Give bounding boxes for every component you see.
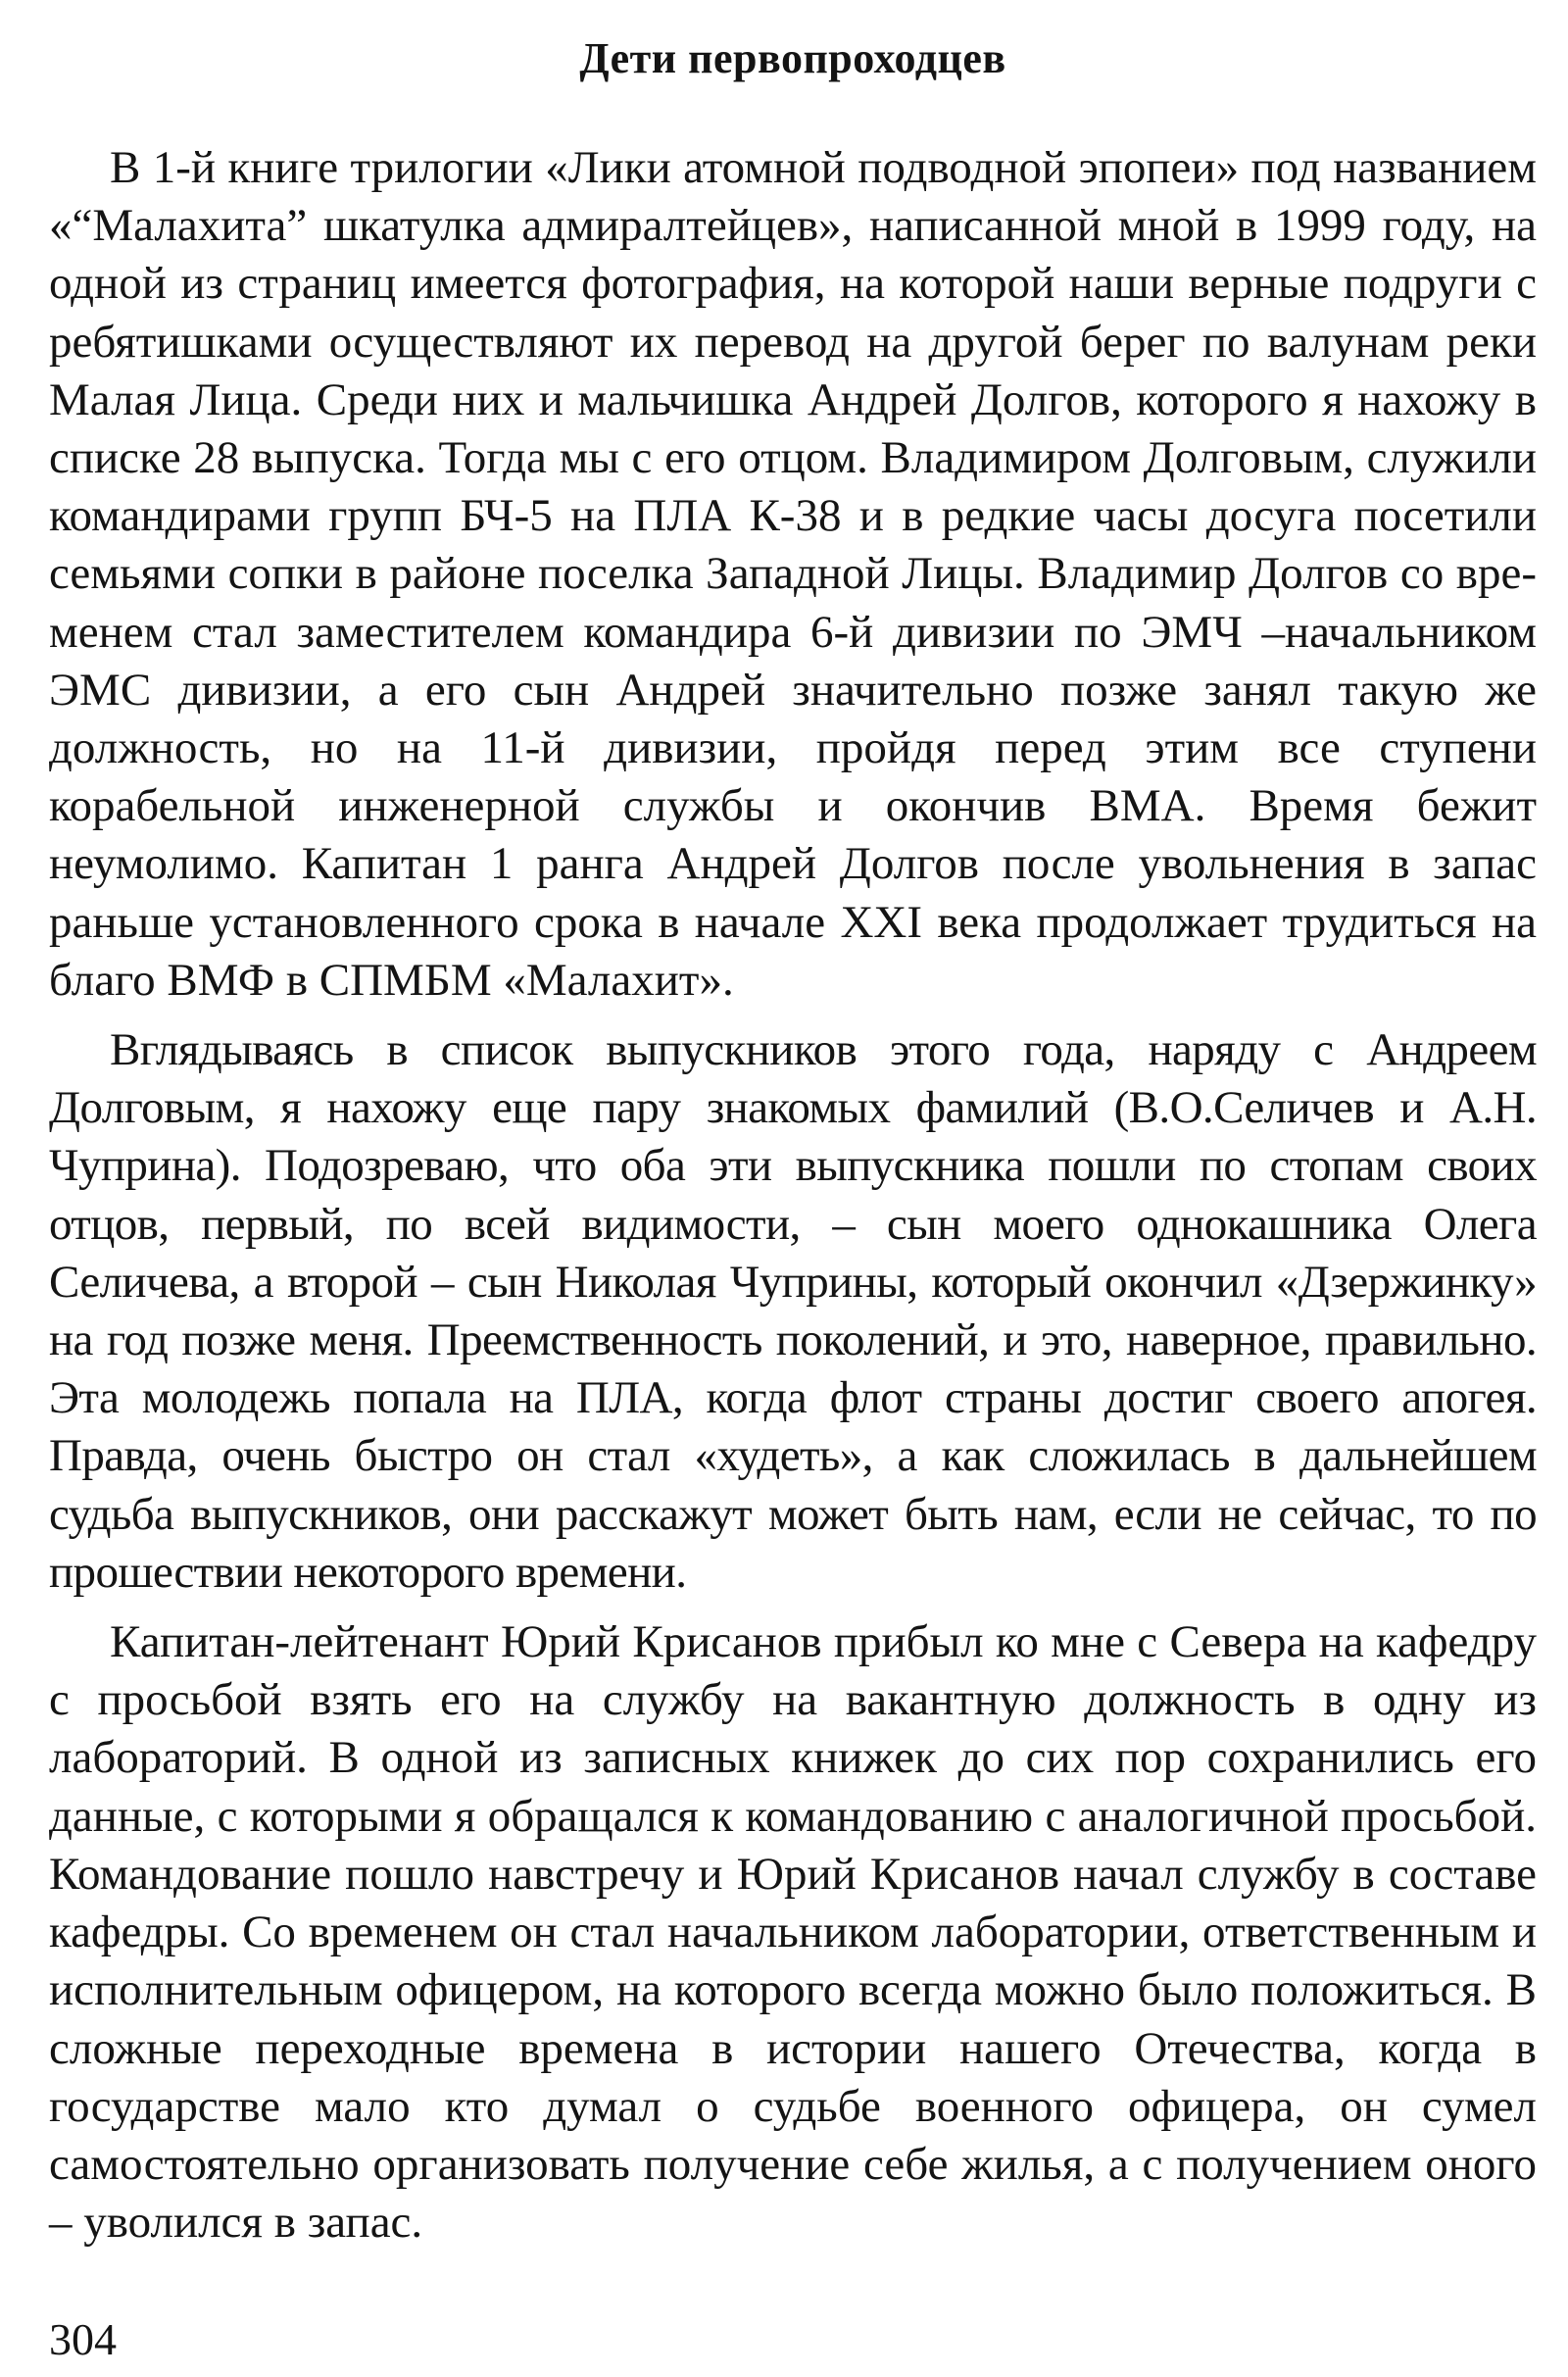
paragraph-3: Капитан-лейтенант Юрий Крисанов прибыл ко мне с Севера на кафедру с просьбой взять его на службу на вакантную должность в одну из лабораторий. В одной из записных книжек до сих пор сохранились его данные, с которыми я обращался к командованию с аналогичной просьбой. Командование пошло навстречу и Юрий Крисанов начал службу в составе кафедры. Со временем он стал начальником лаборатории, ответственным и исполнительным офицером, на которого всегда можно было положиться. В сложные переходные времена в истории нашего Отечества, когда в государстве мало кто думал о судьбе военного офицера, он сумел самостоятельно организовать получение себе жилья, а с получением оного – уволился в запас. xyxy=(49,1616,1537,2249)
page-number: 304 xyxy=(49,2314,117,2364)
book-page xyxy=(49,29,1537,2362)
paragraph-2: Вглядываясь в список выпускников этого года, наряду с Андреем Долговым, я нахожу еще пару знакомых фамилий (В.О.Селичев и А.Н. Чуприна). Подозреваю, что оба эти выпускника пошли по стопам своих отцов, первый, по всей видимости, – сын моего однокашника Олега Селичева, а второй – сын Николая Чуприны, который окончил «Дзержинку» на год позже меня. Преемственность поколений, и это, наверное, правильно. Эта молодежь попала на ПЛА, когда флот страны достиг своего апогея. Правда, очень быстро он стал «худеть», а как сложилась в дальнейшем судьба выпускников, они расскажут может быть нам, если не сейчас, то по прошествии некоторого времени. xyxy=(49,1024,1537,1598)
chapter-title: Дети первопроходцев xyxy=(579,34,1006,82)
paragraph-1: В 1-й книге трилогии «Лики атомной подводной эпопеи» под названием «“Малахита” шкатулка адмиралтейцев», написанной мной в 1999 году, на одной из страниц имеется фотография, на которой наши верные подруги с ребятишками осуществляют их перевод на другой берег по валунам реки Малая Лица. Среди них и мальчишка Андрей Долгов, которого я нахожу в списке 28 выпуска. Тогда мы с его отцом. Владимиром Долговым, служили командирами групп БЧ-5 на ПЛА К-38 и в редкие часы досуга посетили семьями сопки в районе поселка Западной Лицы. Владимир Долгов со временем стал заместителем командира 6-й дивизии по ЭМЧ –начальником ЭМС дивизии, а его сын Андрей значительно позже занял такую же должность, но на 11-й дивизии, пройдя перед этим все ступени корабельной инженерной службы и окончив ВМА. Время бежит неумолимо. Капитан 1 ранга Андрей Долгов после увольнения в запас раньше установленного срока в начале XXI века продолжает трудиться на благо ВМФ в СПМБМ «Малахит». xyxy=(49,142,1537,1006)
